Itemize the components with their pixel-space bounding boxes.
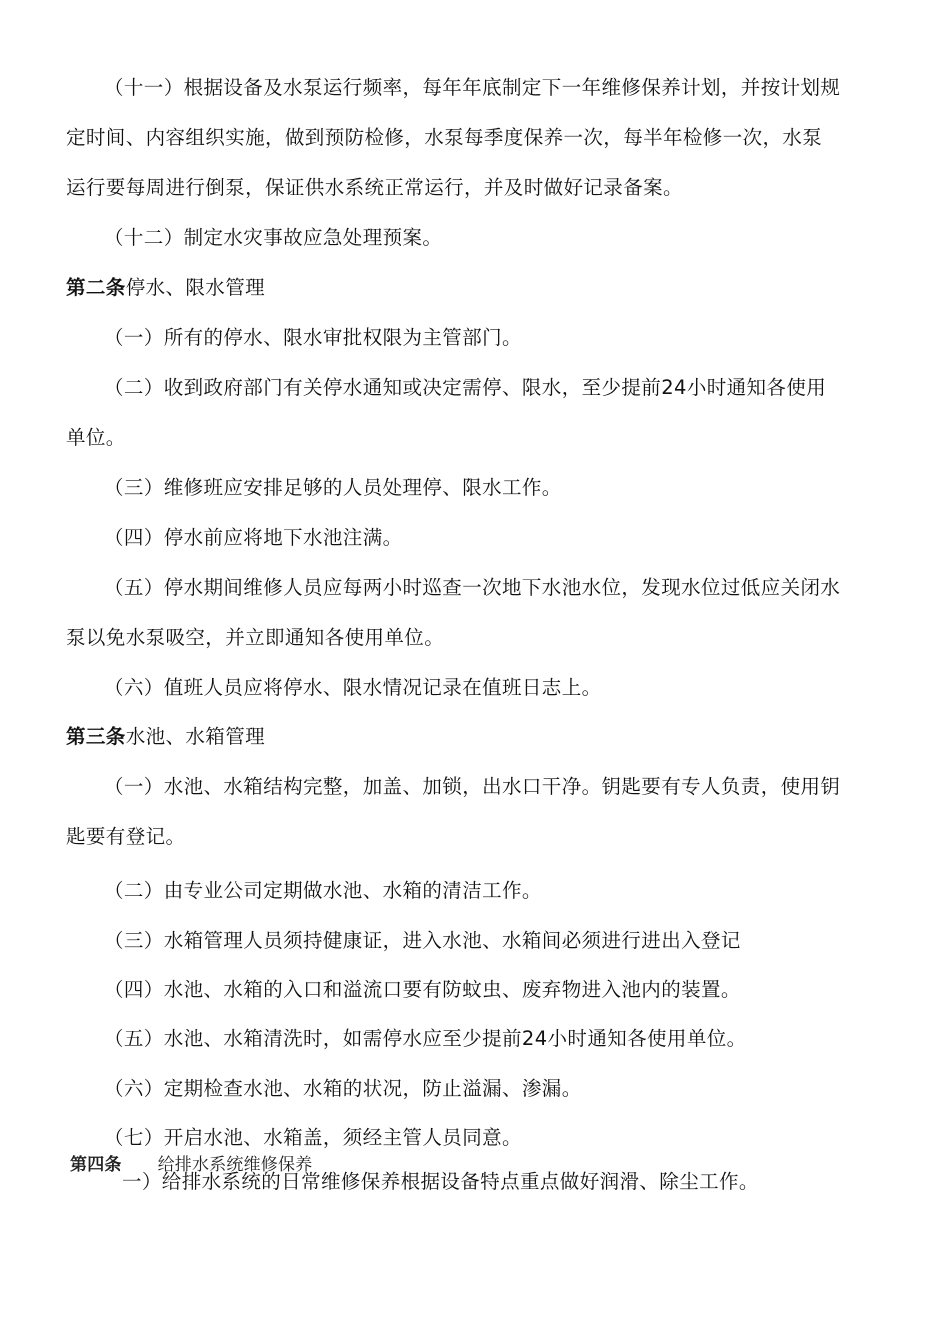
paragraph-line: 运行要每周进行倒泵，保证供水系统正常运行，并及时做好记录备案。 [66,176,683,199]
paragraph-line: （四）水池、水箱的入口和溢流口要有防蚊虫、废弃物进入池内的装置。 [104,978,741,1001]
paragraph-line: （五）停水期间维修人员应每两小时巡查一次地下水池水位，发现水位过低应关闭水 [104,576,841,599]
paragraph-line: 单位。 [66,426,126,449]
paragraph-line: 匙要有登记。 [66,825,186,848]
article-title: 给排水系统维修保养 [157,1155,313,1175]
article-heading [66,276,265,300]
paragraph-line: （二）收到政府部门有关停水通知或决定需停、限水，至少提前24小时通知各使用 [104,376,827,399]
article-number: 第三条 [66,725,126,748]
paragraph-line: 一）给排水系统的日常维修保养根据设备特点重点做好润滑、除尘工作。 [122,1170,759,1193]
paragraph-line: （五）水池、水箱清洗时，如需停水应至少提前24小时通知各使用单位。 [104,1027,747,1050]
paragraph-line: （三）水箱管理人员须持健康证，进入水池、水箱间必须进行进出入登记 [104,929,741,952]
paragraph-line: （六）值班人员应将停水、限水情况记录在值班日志上。 [104,676,602,699]
paragraph-line: （七）开启水池、水箱盖，须经主管人员同意。 [104,1126,522,1149]
paragraph-line: （十二）制定水灾事故应急处理预案。 [104,226,443,249]
article-title: 水池、水箱管理 [125,725,266,748]
paragraph-line: （一）所有的停水、限水审批权限为主管部门。 [104,326,522,349]
paragraph-line: （三）维修班应安排足够的人员处理停、限水工作。 [104,476,562,499]
paragraph-line: 泵以免水泵吸空，并立即通知各使用单位。 [66,626,445,649]
paragraph-line: （十一）根据设备及水泵运行频率，每年年底制定下一年维修保养计划，并按计划规 [104,76,841,99]
article-heading [66,725,265,749]
paragraph-line: （一）水池、水箱结构完整，加盖、加锁，出水口干净。钥匙要有专人负责，使用钥 [104,775,841,798]
paragraph-line: （六）定期检查水池、水箱的状况，防止溢漏、渗漏。 [104,1077,582,1100]
article-number: 第四条 [70,1155,122,1175]
article-title: 停水、限水管理 [125,276,266,299]
paragraph-line: （四）停水前应将地下水池注满。 [104,526,403,549]
article-number: 第二条 [66,276,126,299]
paragraph-line: （二）由专业公司定期做水池、水箱的清洁工作。 [104,879,542,902]
paragraph-line: 定时间、内容组织实施，做到预防检修，水泵每季度保养一次，每半年检修一次，水泵 [66,126,823,149]
